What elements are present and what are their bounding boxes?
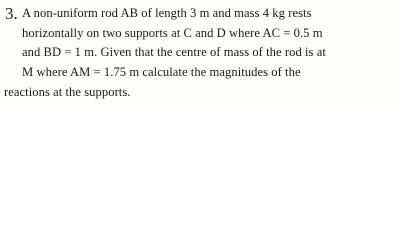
question-page (0, 0, 399, 105)
question-line-2: horizontally on two supports at C and D where AC = 0.5 m (22, 26, 323, 40)
question-line-1: A non-uniform rod AB of length 3 m and mass 4 kg rests (22, 6, 312, 20)
question-line-3: and BD = 1 m. Given that the centre of mass of the rod is at (22, 45, 326, 59)
question-line-5: reactions at the supports. (4, 85, 131, 99)
question-line-4: M where AM = 1.75 m calculate the magnitudes of the (22, 65, 301, 79)
question-number: 3. (5, 4, 18, 23)
